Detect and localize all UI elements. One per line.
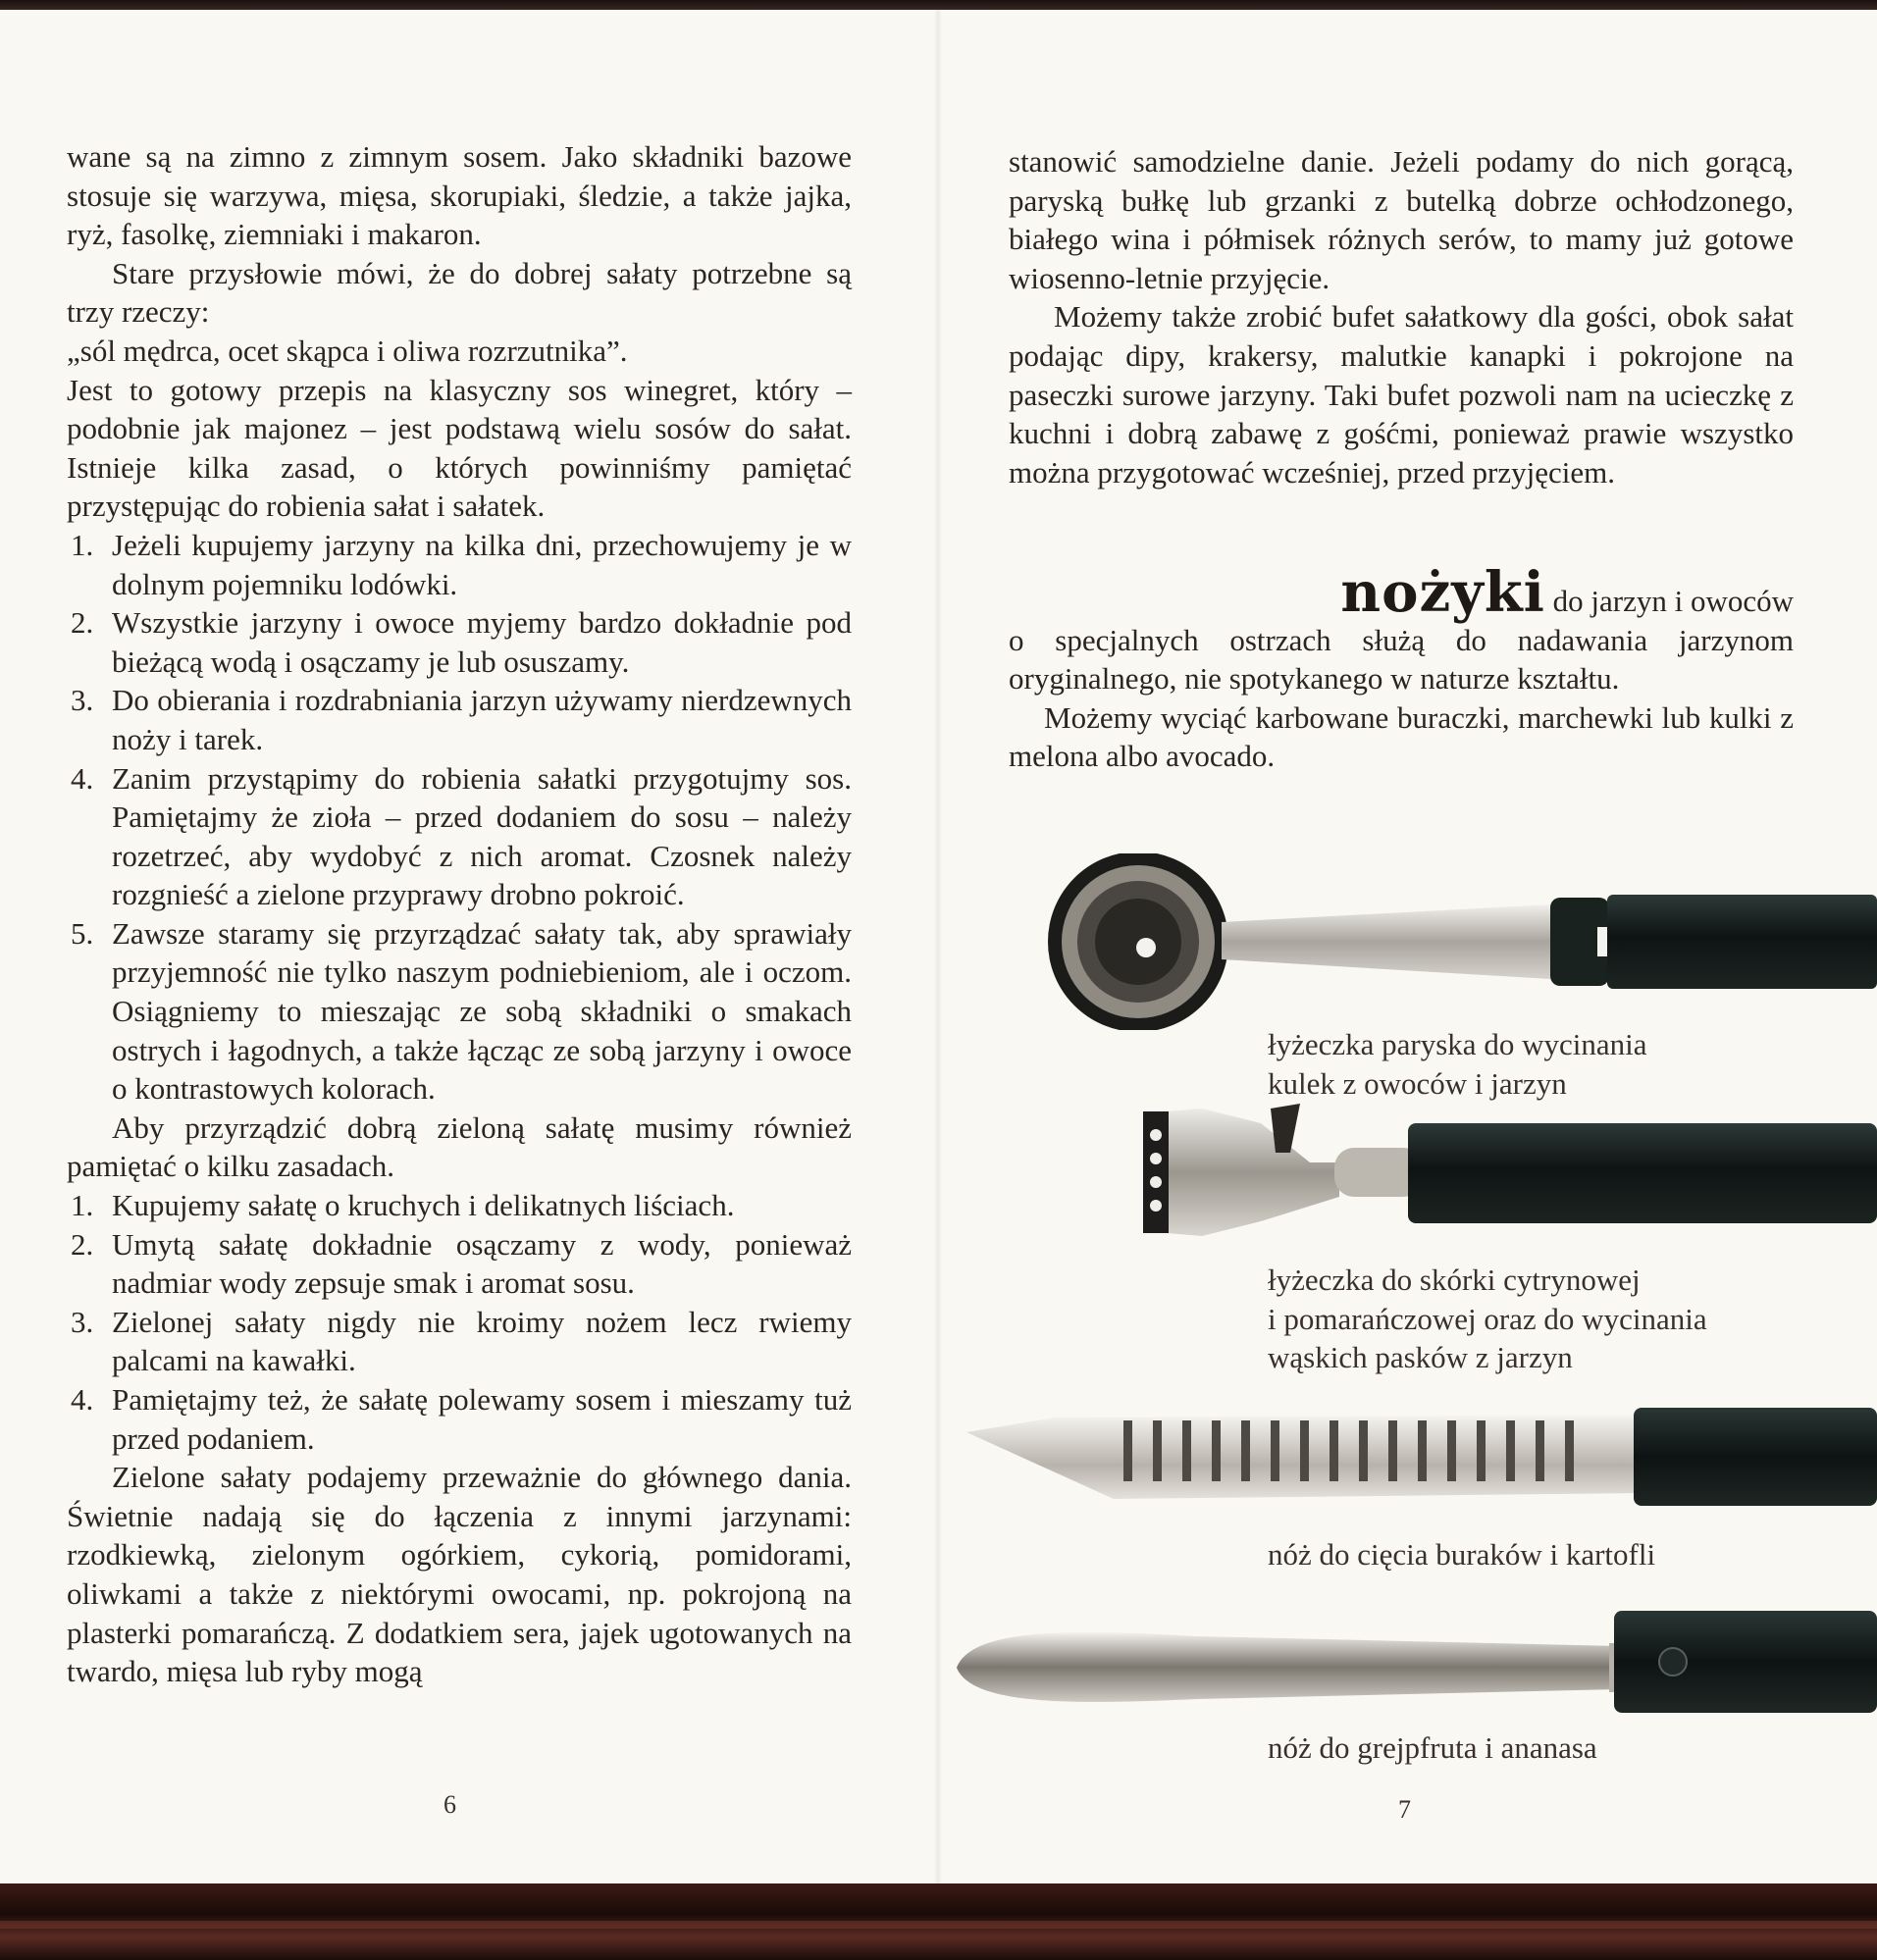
caption-crinkle-knife: nóż do cięcia buraków i kartofli (1268, 1537, 1656, 1572)
melon-baller-image (1040, 853, 1877, 1030)
list-item: 2. Wszystkie jarzyny i owoce myjemy bardzo dokładnie pod bieżącą wodą i osączamy je lub osuszamy. (71, 605, 852, 679)
book-bottom-binding (0, 1883, 1877, 1960)
right-page-text (1009, 142, 1794, 491)
list-item: 5. Zawsze staramy się przyrządzać sałaty tak, aby sprawiały przyjemność nie tylko naszym podniebieniom, ale i oczom. Osiągniemy to mieszając ze sobą składniki o smakach ostrych i łagodnych, a także łącząc ze sobą jarzyny i owoce o kontrastowych kolorach. (71, 915, 852, 1107)
zester-head (1143, 1109, 1339, 1236)
left-paragraph-4: Aby przyrządzić dobrą zieloną sałatę musimy również pamiętać o kilku zasadach. (67, 1109, 852, 1184)
left-paragraph-1: wane są na zimno z zimnym sosem. Jako składniki bazowe stosuje się warzywa, mięsa, skorupiaki, śledzie, a także jajka, ryż, fasolkę, ziemniaki i makaron. (67, 139, 852, 252)
section-heading: nożyki (1340, 560, 1545, 625)
knives-section (1009, 560, 1794, 776)
left-paragraph-3: Jest to gotowy przepis na klasyczny sos winegret, który – podobnie jak majonez – jest podstawą wielu sosów do sałat. Istnieje kilka zasad, o których powinniśmy pamiętać przystępując do robienia sałat i sałatek. (67, 372, 852, 524)
curved-blade (957, 1632, 1619, 1702)
list-item: 1. Jeżeli kupujemy jarzyny na kilka dni, przechowujemy je w dolnym pojemniku lodówki. (71, 527, 852, 601)
list-item: 1. Kupujemy sałatę o kruchych i delikatnych liściach. (71, 1188, 735, 1223)
right-paragraph-1: stanowić samodzielne danie. Jeżeli podamy do nich gorącą, paryską bułkę lub grzanki z butelką dobrze ochłodzonego, białego wina i półmisek różnych serów, to mamy już gotowe wiosenno-letnie przyjęcie. (1009, 144, 1794, 295)
book-gutter (934, 10, 942, 1883)
handle (1607, 895, 1877, 989)
right-paragraph-2: Możemy także zrobić bufet sałatkowy dla gości, obok sałat podając dipy, krakersy, malutkie kanapki i pokrojone na paseczki surowe jarzyny. Taki bufet pozwoli nam na ucieczkę z kuchni i dobrą zabawę z gośćmi, ponieważ prawie wszystko można przygotować wcześniej, przed przyjęciem. (1009, 299, 1794, 490)
crinkle-knife-image (966, 1403, 1877, 1511)
list-item: 3. Zielonej sałaty nigdy nie kroimy nożem lecz rwiemy palcami na kawałki. (71, 1304, 852, 1378)
left-paragraph-5: Zielone sałaty podajemy przeważnie do głównego dania. Świetnie nadają się do łączenia z innymi jarzynami: rzodkiewką, zielonym ogórkiem, cykorią, pomidorami, oliwkami a także z niektórymi owocami, np. pokrojoną na plasterki pomarańczą. Z dodatkiem sera, jajek ugotowanych na twardo, mięsa lub ryby mogą (67, 1460, 852, 1689)
right-paragraph-3: o specjalnych ostrzach służą do nadawania jarzynom oryginalnego, nie spotykanego w naturze kształtu. (1009, 622, 1794, 696)
list-item: 3. Do obierania i rozdrabniania jarzyn używamy nierdzewnych noży i tarek. (71, 683, 852, 756)
section-heading-rest: do jarzyn i owoców (1552, 584, 1794, 618)
caption-grapefruit-knife: nóż do grejpfruta i ananasa (1268, 1730, 1597, 1765)
blade-shaft (1222, 904, 1550, 979)
handle (1614, 1611, 1877, 1713)
caption-zester: łyżeczka do skórki cytrynowej i pomarańczowej oraz do wycinania wąskich pasków z jarzyn (1268, 1263, 1707, 1375)
list-item: 4. Zanim przystąpimy do robienia sałatki przygotujmy sos. Pamiętajmy że zioła – przed dodaniem do sosu – należy rozetrzeć, aby wydobyć z nich aromat. Czosnek należy rozgnieść a zielone przyprawy drobno pokroić. (71, 760, 852, 912)
grapefruit-knife-image (952, 1609, 1877, 1717)
left-paragraph-2: Stare przysłowie mówi, że do dobrej sałaty potrzebne są trzy rzeczy: (67, 255, 852, 330)
page-number-right: 7 (1398, 1795, 1411, 1824)
rules-list-green-salad (67, 1186, 852, 1458)
zester-image (1143, 1104, 1877, 1241)
list-item: 2. Umytą sałatę dokładnie osączamy z wody, ponieważ nadmiar wody zepsuje smak i aromat sosu. (71, 1226, 852, 1301)
right-paragraph-4: Możemy wyciąć karbowane buraczki, marchewki lub kulki z melona albo avocado. (1009, 699, 1794, 774)
handle (1408, 1123, 1877, 1223)
handle (1634, 1408, 1877, 1506)
left-page-text (67, 137, 852, 1691)
list-item: 4. Pamiętajmy też, że sałatę polewamy sosem i mieszamy tuż przed podaniem. (71, 1382, 852, 1456)
proverb-quote: „sól mędrca, ocet skąpca i oliwa rozrzutnika”. (67, 333, 628, 368)
caption-melon-baller: łyżeczka paryska do wycinania kulek z owoców i jarzyn (1268, 1027, 1647, 1101)
page-number-left: 6 (443, 1790, 456, 1819)
rules-list-general (67, 526, 852, 1109)
